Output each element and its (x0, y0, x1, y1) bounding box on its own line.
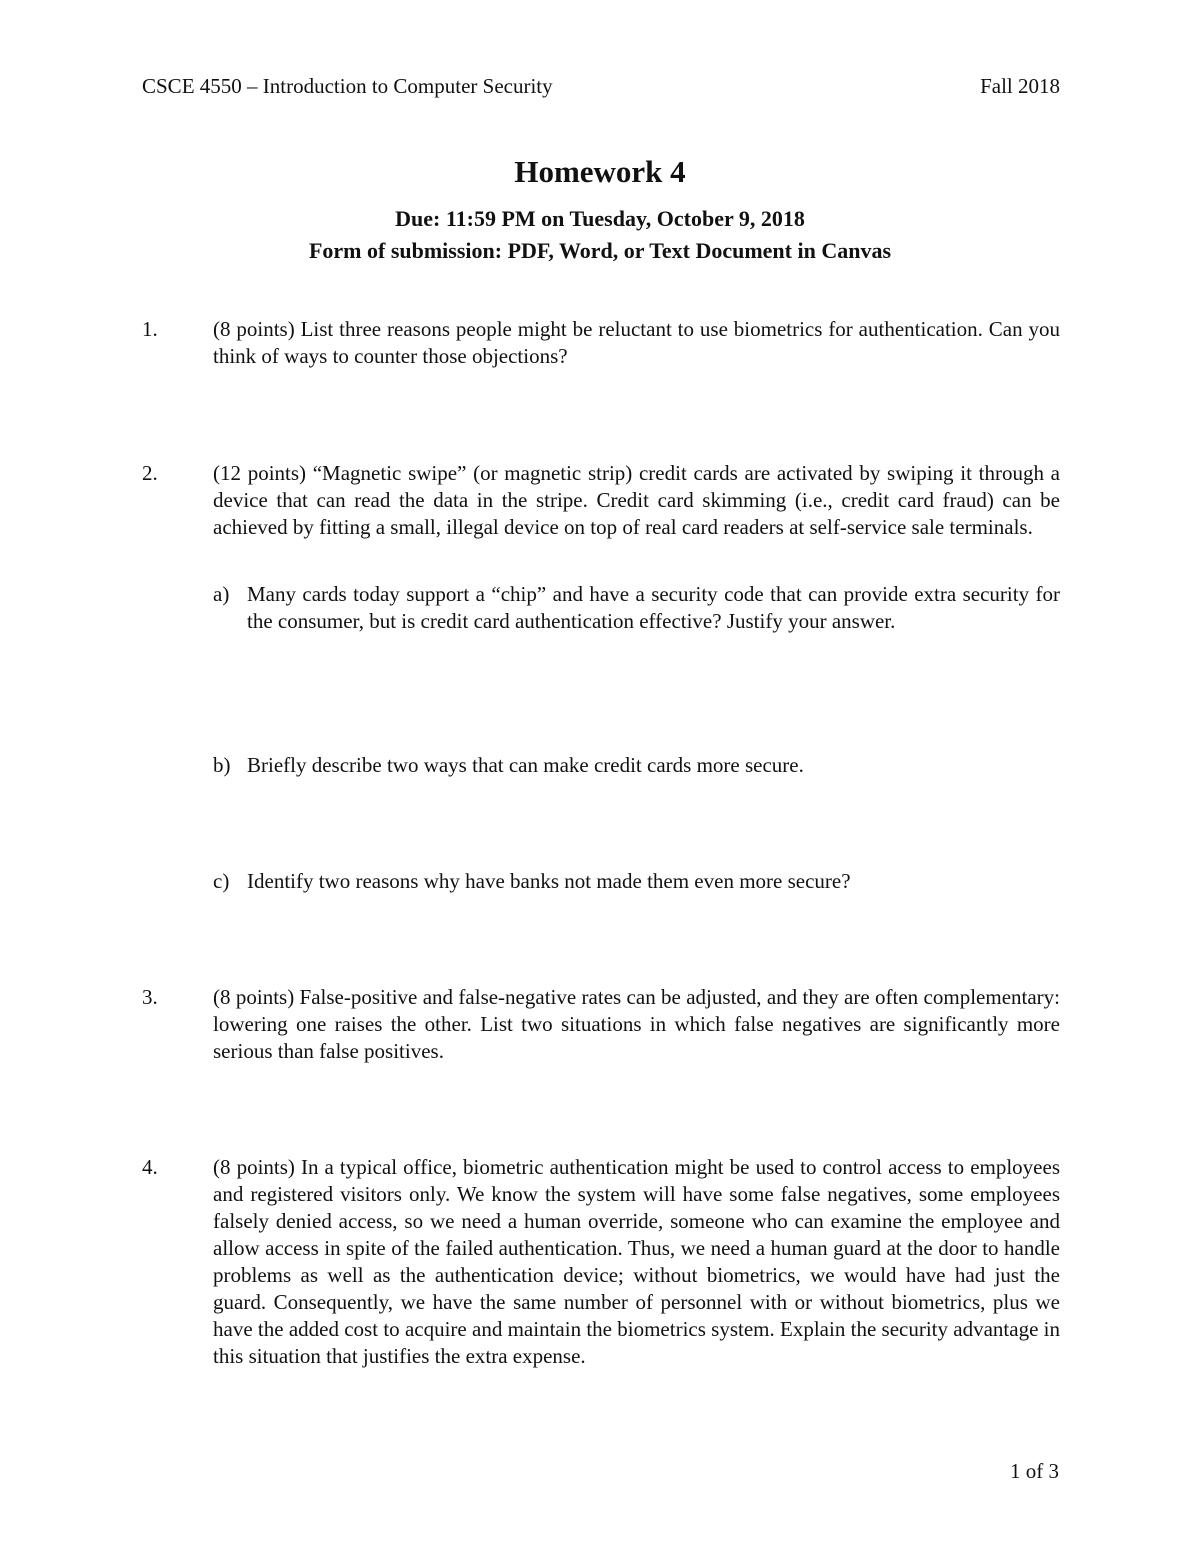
question-text: (8 points) In a typical office, biometric authentication might be used to control access to employees and registered visitors only. We know the system will have some false negatives, some employees falsely denied access, so we need a human override, someone who can examine the employee and allow access in spite of the failed authentication. Thus, we need a human guard at the door to handle problems as well as the authentication device; without biometrics, we would have had just the guard. Consequently, we have the same number of personnel with or without biometrics, plus we have the added cost to acquire and maintain the biometrics system. Explain the security advantage in this situation that justifies the extra expense. (213, 1155, 1060, 1368)
question-1 (142, 316, 1060, 370)
part-label: b) (213, 753, 231, 777)
question-number: 4. (142, 1155, 158, 1179)
question-2 (142, 460, 1060, 541)
question-number: 2. (142, 461, 158, 485)
part-text: Many cards today support a “chip” and have a security code that can provide extra security for the consumer, but is credit card authentication effective? Justify your answer. (247, 582, 1060, 633)
question-number: 1. (142, 317, 158, 341)
part-label: a) (213, 582, 230, 606)
question-2-part-a (213, 581, 1060, 635)
document-title: Homework 4 (514, 154, 686, 189)
part-text: Briefly describe two ways that can make credit cards more secure. (247, 753, 804, 777)
question-2-part-c (213, 868, 1060, 895)
due-date: Due: 11:59 PM on Tuesday, October 9, 2018 (395, 206, 805, 231)
course-name: CSCE 4550 – Introduction to Computer Security (142, 74, 553, 98)
question-3 (142, 984, 1060, 1065)
question-2-part-b (213, 752, 1060, 779)
question-number: 3. (142, 985, 158, 1009)
part-text: Identify two reasons why have banks not made them even more secure? (247, 869, 851, 893)
question-text: (12 points) “Magnetic swipe” (or magnetic strip) credit cards are activated by swiping it through a device that can read the data in the stripe. Credit card skimming (i.e., credit card fraud) can be achieved by fitting a small, illegal device on top of real card readers at self-service sale terminals. (213, 461, 1060, 539)
page-header (142, 72, 1060, 100)
term-label: Fall 2018 (980, 74, 1060, 98)
page-number: 1 of 3 (1010, 1459, 1059, 1483)
question-4 (142, 1154, 1060, 1370)
submission-format: Form of submission: PDF, Word, or Text Document in Canvas (308, 238, 892, 263)
question-text: (8 points) List three reasons people might be reluctant to use biometrics for authentication. Can you think of ways to counter those objections? (213, 317, 1060, 368)
part-label: c) (213, 869, 230, 893)
question-text: (8 points) False-positive and false-negative rates can be adjusted, and they are often complementary: lowering one raises the other. List two situations in which false negatives are significantly more serious than false positives. (213, 985, 1060, 1063)
